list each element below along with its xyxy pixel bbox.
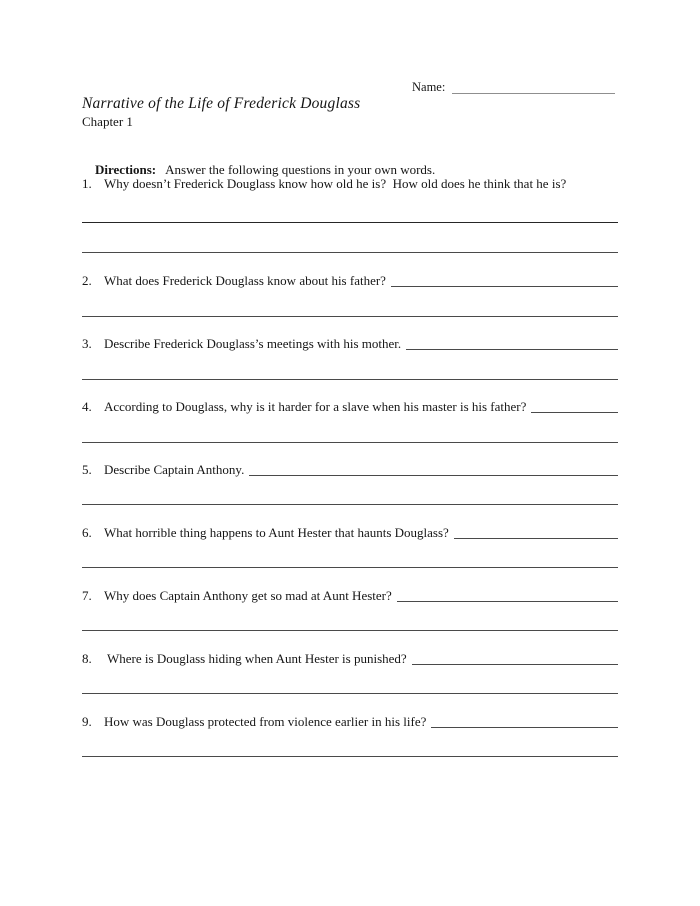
question-row-5 bbox=[82, 462, 618, 478]
answer-blank-inline bbox=[249, 475, 618, 476]
question-row-2 bbox=[82, 273, 618, 289]
page-title: Narrative of the Life of Frederick Douglass bbox=[82, 95, 361, 112]
question-row-4 bbox=[82, 399, 618, 415]
question-text: Why doesn’t Frederick Douglass know how old he is? How old does he think that he is? bbox=[104, 176, 567, 191]
answer-line bbox=[82, 252, 618, 253]
page-subtitle: Chapter 1 bbox=[82, 114, 133, 129]
question-number: 1. bbox=[82, 176, 92, 191]
question-text: Why does Captain Anthony get so mad at Aunt Hester? bbox=[104, 588, 392, 603]
answer-blank-inline bbox=[412, 664, 618, 665]
name-field bbox=[412, 80, 615, 95]
question-text: Where is Douglass hiding when Aunt Hester is punished? bbox=[104, 651, 407, 666]
question-row-3 bbox=[82, 336, 618, 352]
question-number: 5. bbox=[82, 462, 92, 477]
answer-blank-inline bbox=[397, 601, 618, 602]
answer-line bbox=[82, 504, 618, 505]
answer-line bbox=[82, 567, 618, 568]
answer-blank-inline bbox=[391, 286, 618, 287]
question-row-8 bbox=[82, 651, 618, 667]
question-row-1 bbox=[82, 176, 618, 192]
answer-blank-inline bbox=[454, 538, 618, 539]
question-text: What horrible thing happens to Aunt Hester that haunts Douglass? bbox=[104, 525, 449, 540]
answer-blank-inline bbox=[406, 349, 618, 350]
question-text: Describe Frederick Douglass’s meetings with his mother. bbox=[104, 336, 402, 351]
question-text: How was Douglass protected from violence earlier in his life? bbox=[104, 714, 427, 729]
answer-line bbox=[82, 442, 618, 443]
question-number: 8. bbox=[82, 651, 92, 666]
answer-blank-inline bbox=[431, 727, 618, 728]
answer-line bbox=[82, 222, 618, 223]
question-number: 7. bbox=[82, 588, 92, 603]
question-number: 2. bbox=[82, 273, 92, 288]
question-number: 3. bbox=[82, 336, 92, 351]
question-text: According to Douglass, why is it harder for a slave when his master is his father? bbox=[104, 399, 527, 414]
answer-line bbox=[82, 379, 618, 380]
answer-blank-inline bbox=[531, 412, 618, 413]
directions-label: Directions: bbox=[95, 162, 157, 177]
name-label: Name: bbox=[412, 80, 446, 94]
question-text: What does Frederick Douglass know about his father? bbox=[104, 273, 386, 288]
question-number: 4. bbox=[82, 399, 92, 414]
question-number: 6. bbox=[82, 525, 92, 540]
question-number: 9. bbox=[82, 714, 92, 729]
question-row-7 bbox=[82, 588, 618, 604]
question-row-9 bbox=[82, 714, 618, 730]
answer-line bbox=[82, 756, 618, 757]
answer-line bbox=[82, 316, 618, 317]
question-text: Describe Captain Anthony. bbox=[104, 462, 245, 477]
answer-line bbox=[82, 693, 618, 694]
question-row-6 bbox=[82, 525, 618, 541]
directions-text: Answer the following questions in your own words. bbox=[165, 162, 436, 177]
answer-line bbox=[82, 630, 618, 631]
name-blank-line bbox=[452, 93, 615, 94]
